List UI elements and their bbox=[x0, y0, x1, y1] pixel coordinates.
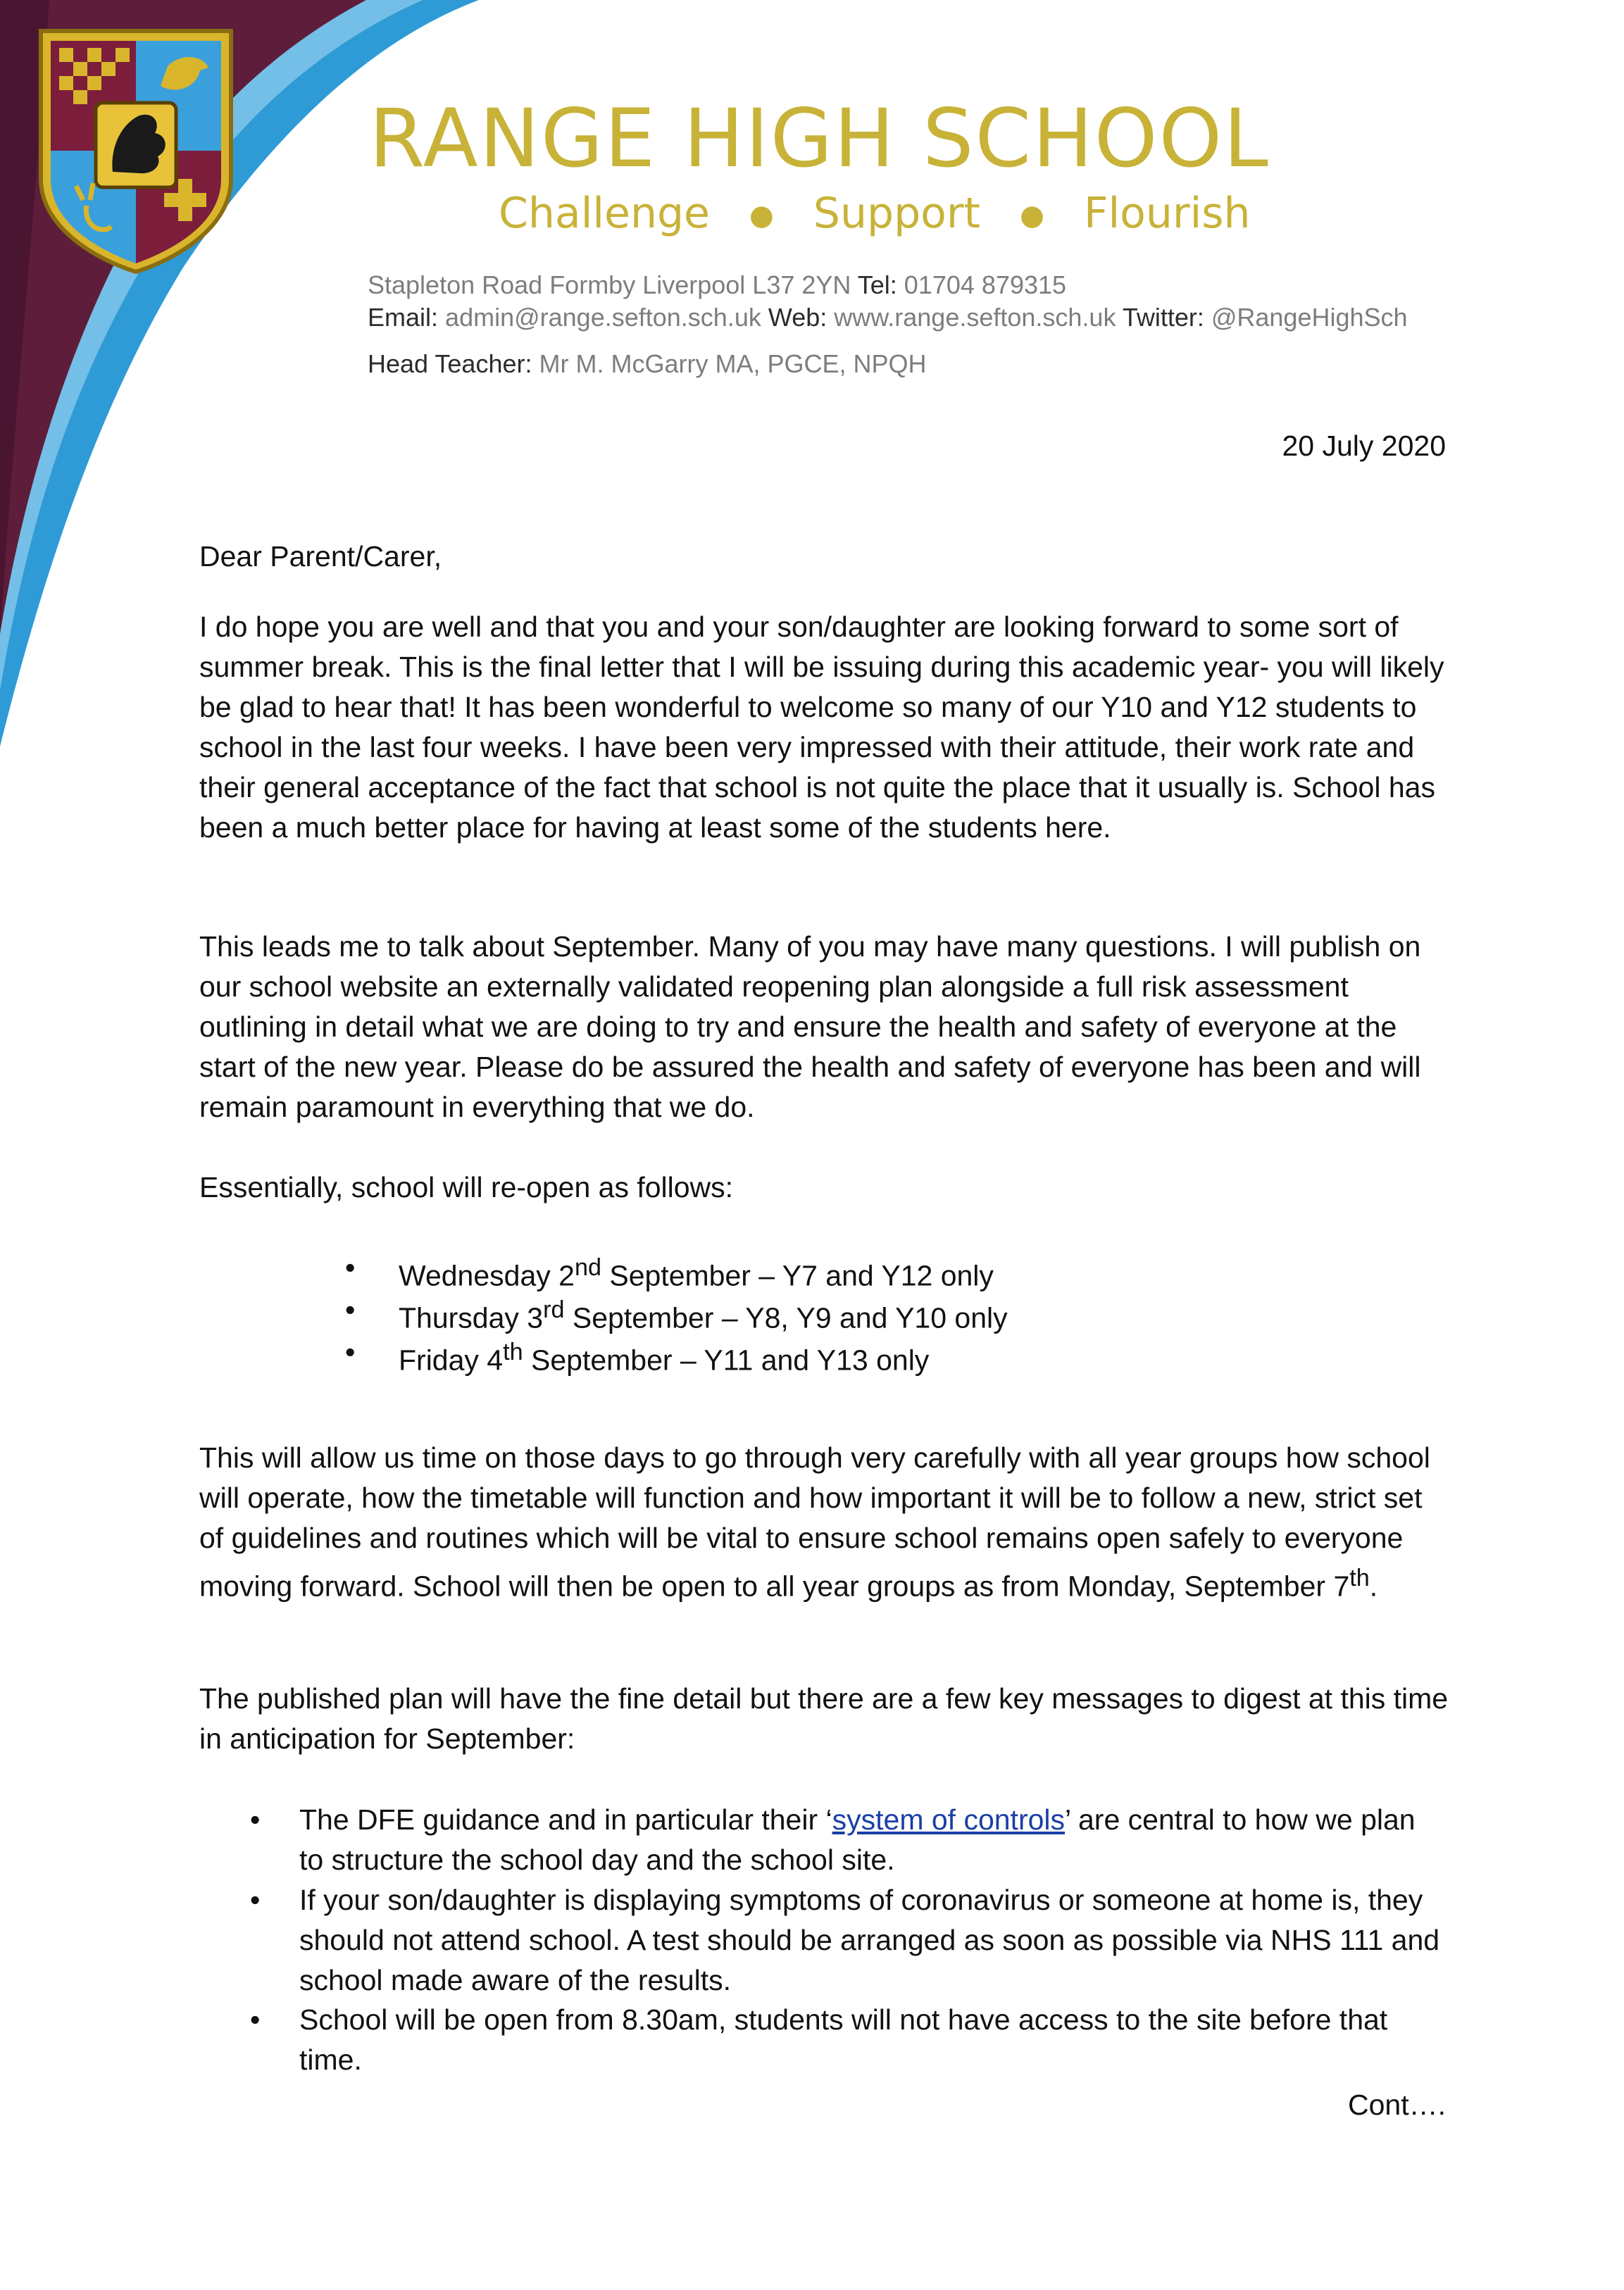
paragraph-intro: I do hope you are well and that you and your son/daughter are looking forward to some sort of summer break. This is the final letter that I will be issuing during this academic year- you will likely be glad to hear that! It has been wonderful to welcome so many of our Y10 and Y12 students to school in the last four weeks. I have been very impressed with their attitude, their work rate and their general acceptance of the fact that school is not quite the place that it usually is. School has been a much better place for having at least some of the students here. bbox=[199, 611, 1444, 844]
head-label: Head Teacher: bbox=[368, 349, 532, 378]
email-label: Email: bbox=[368, 303, 439, 332]
school-crest-logo bbox=[34, 24, 238, 277]
twitter-value[interactable]: @RangeHighSch bbox=[1211, 303, 1408, 332]
bullet-icon: • bbox=[345, 1251, 356, 1284]
school-name: RANGE HIGH SCHOOL bbox=[369, 92, 1270, 185]
key-message-text: School will be open from 8.30am, students will not have access to the site before that time. bbox=[299, 2003, 1388, 2076]
reopen-day: Wednesday 2 bbox=[399, 1259, 575, 1292]
date-suffix: th bbox=[1349, 1565, 1370, 1591]
web-value[interactable]: www.range.sefton.sch.uk bbox=[834, 303, 1116, 332]
address-line bbox=[368, 270, 1066, 300]
reopen-day: Thursday 3 bbox=[399, 1301, 544, 1334]
bullet-icon: • bbox=[250, 1803, 261, 1836]
tel-value: 01704 879315 bbox=[904, 270, 1067, 299]
reopen-suffix: rd bbox=[543, 1296, 565, 1323]
bullet-icon: • bbox=[250, 2003, 261, 2036]
paragraph-end: . bbox=[1369, 1570, 1378, 1603]
system-of-controls-link[interactable]: system of controls bbox=[832, 1803, 1066, 1836]
bullet-icon: • bbox=[250, 1884, 261, 1916]
web-label: Web: bbox=[768, 303, 827, 332]
tagline-separator: ● bbox=[1020, 199, 1044, 232]
greeting: Dear Parent/Carer, bbox=[199, 540, 442, 572]
address: Stapleton Road Formby Liverpool L37 2YN bbox=[368, 270, 851, 299]
head-value: Mr M. McGarry MA, PGCE, NPQH bbox=[539, 349, 927, 378]
key-message-text: The DFE guidance and in particular their ‘ bbox=[299, 1803, 832, 1836]
email-value[interactable]: admin@range.sefton.sch.uk bbox=[445, 303, 761, 332]
reopen-detail: September – Y8, Y9 and Y10 only bbox=[564, 1301, 1008, 1334]
reopen-day: Friday 4 bbox=[399, 1344, 504, 1377]
tagline-challenge: Challenge bbox=[499, 189, 710, 238]
tagline-flourish: Flourish bbox=[1083, 189, 1251, 238]
reopen-suffix: nd bbox=[574, 1254, 601, 1281]
paragraph-timetable-text: This will allow us time on those days to go through very carefully with all year groups how school will operate, how the timetable will function and how important it will be to follow a new, strict set of guidelines and routines which will be vital to ensure school remains open safely to everyone moving forward. School will then be open to all year groups as from Monday, September 7 bbox=[199, 1441, 1430, 1603]
reopen-detail: September – Y11 and Y13 only bbox=[523, 1344, 930, 1377]
bullet-icon: • bbox=[345, 1294, 356, 1326]
tagline-separator: ● bbox=[749, 199, 774, 232]
school-tagline bbox=[499, 189, 1251, 238]
tagline-support: Support bbox=[813, 189, 981, 238]
head-teacher-line bbox=[368, 349, 927, 379]
reopen-suffix: th bbox=[503, 1339, 523, 1365]
key-message-text: If your son/daughter is displaying symptoms of coronavirus or someone at home is, they should not attend school. A test should be arranged as soon as possible via NHS 111 and school made aware of the results. bbox=[299, 1884, 1440, 1996]
continued-marker: Cont…. bbox=[1348, 2089, 1446, 2121]
tel-label: Tel: bbox=[857, 270, 897, 299]
paragraph-key-messages-intro: The published plan will have the fine detail but there are a few key messages to digest at this time in anticipation for September: bbox=[199, 1682, 1449, 1755]
paragraph-september: This leads me to talk about September. Many of you may have many questions. I will publish on our school website an externally validated reopening plan alongside a full risk assessment outlining in detail what we are doing to try and ensure the health and safety of everyone at the start of the new year. Please do be assured the health and safety of everyone has been and will remain paramount in everything that we do. bbox=[199, 930, 1421, 1123]
letter-date: 20 July 2020 bbox=[1282, 430, 1446, 462]
paragraph-timetable bbox=[199, 1438, 1453, 1607]
reopen-detail: September – Y7 and Y12 only bbox=[601, 1259, 994, 1292]
paragraph-reopen-intro: Essentially, school will re-open as follows: bbox=[199, 1171, 734, 1203]
bullet-icon: • bbox=[345, 1336, 356, 1368]
key-message-text: ’ are central to how we plan to structure the school day and the school site. bbox=[299, 1803, 1416, 1876]
contact-line bbox=[368, 303, 1408, 332]
twitter-label: Twitter: bbox=[1122, 303, 1204, 332]
